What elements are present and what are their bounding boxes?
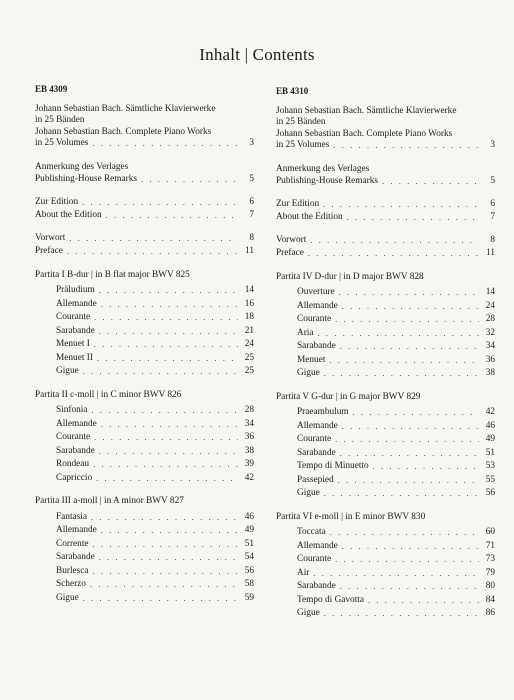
page-number: 11 [245, 245, 254, 256]
movement-entry-label: Sarabande [297, 581, 336, 592]
page-number: 18 [244, 312, 254, 323]
movement-entry [276, 475, 495, 487]
dot-leader [92, 405, 238, 417]
dot-leader [101, 525, 238, 537]
movement-entry-label: Ouverture [297, 287, 335, 298]
page-number: 84 [485, 594, 495, 605]
movement-entry [276, 527, 495, 539]
movement-entry-label: Courante [56, 432, 91, 443]
movement-entry [35, 339, 254, 351]
dot-leader [90, 579, 238, 591]
page-number: 8 [490, 235, 495, 246]
page-number: 58 [244, 579, 254, 590]
partita-section [35, 270, 254, 378]
page-number: 21 [244, 325, 254, 336]
page-number: 6 [490, 199, 495, 210]
movement-entry-label: Allemande [56, 525, 97, 536]
movement-entry-label: Toccata [297, 527, 326, 538]
dot-leader [329, 355, 479, 367]
toc-entry-label: Vorwort [35, 233, 66, 244]
foreword [35, 233, 254, 257]
dot-leader [342, 541, 479, 553]
movement-entry [276, 595, 495, 607]
page-number: 42 [485, 407, 495, 418]
movement-entry-label: Gigue [297, 608, 320, 619]
dot-leader [101, 419, 238, 431]
movement-entry [276, 554, 495, 566]
foreword [276, 235, 495, 259]
page-number: 46 [244, 511, 254, 522]
movement-entry [35, 566, 254, 578]
page-number: 6 [249, 197, 254, 208]
series-title-de: Johann Sebastian Bach. Sämtliche Klavierwerke [35, 103, 216, 114]
page-number: 14 [485, 287, 495, 298]
publisher-remarks-de: Anmerkung des Verlages [276, 163, 370, 174]
series-title-en: Johann Sebastian Bach. Complete Piano Works [35, 126, 212, 137]
movement-entry [35, 525, 254, 537]
dot-leader [141, 174, 238, 186]
page-number: 55 [485, 474, 495, 485]
dot-leader [99, 552, 238, 564]
dot-leader [93, 459, 238, 471]
page-number: 32 [485, 327, 495, 338]
page-number: 53 [485, 461, 495, 472]
dot-leader [93, 539, 238, 551]
movement-entry [35, 473, 254, 485]
movement-entry [276, 568, 495, 580]
movement-entry [276, 581, 495, 593]
dot-leader [338, 475, 479, 487]
movement-entry [276, 328, 495, 340]
movement-entry-label: Sarabande [56, 552, 95, 563]
page-number: 5 [249, 173, 254, 184]
toc-entry-label: About the Edition [35, 209, 102, 220]
movement-entry [276, 368, 495, 380]
dot-leader [96, 473, 238, 485]
partita-section [276, 512, 495, 620]
dot-leader [99, 285, 238, 297]
dot-leader [373, 461, 479, 473]
toc-entry-label: Zur Edition [276, 199, 320, 210]
edition-number: EB 4309 [35, 84, 68, 94]
series-volumes-de: in 25 Bänden [276, 117, 326, 128]
movement-entry-label: Tempo di Gavotta [297, 594, 364, 605]
dot-leader [106, 210, 238, 222]
toc-entry [35, 197, 254, 209]
dot-leader [347, 212, 479, 224]
dot-leader [335, 434, 479, 446]
movement-entry-label: Sarabande [56, 325, 95, 336]
movement-entry [35, 593, 254, 605]
movement-entry [276, 355, 495, 367]
dot-leader [324, 608, 479, 620]
dot-leader [99, 446, 238, 458]
publisher-remarks [276, 164, 495, 187]
publisher-remarks-en [35, 174, 254, 186]
movement-entry [276, 407, 495, 419]
toc-entry [276, 235, 495, 247]
movement-entry [35, 326, 254, 338]
dot-leader [339, 287, 479, 299]
page-number: 56 [485, 488, 495, 499]
page-number: 3 [249, 138, 254, 149]
dot-leader [368, 595, 479, 607]
contents-column-left [35, 84, 254, 606]
partita-title: Partita IV D-dur | in D major BWV 828 [276, 271, 424, 282]
movement-entry [276, 301, 495, 313]
page-number: 49 [244, 525, 254, 536]
page-number: 42 [244, 472, 254, 483]
movement-entry-label: Courante [297, 434, 332, 445]
page-number: 56 [244, 565, 254, 576]
dot-leader [330, 527, 479, 539]
movement-entry [35, 353, 254, 365]
page-number: 51 [244, 538, 254, 549]
movement-entry-label: Sarabande [56, 445, 95, 456]
page-number: 34 [485, 341, 495, 352]
page-number: 51 [485, 447, 495, 458]
movement-entry-label: Fantasia [56, 511, 87, 522]
partita-section [276, 272, 495, 380]
publisher-remarks-en [276, 176, 495, 188]
edition-number: EB 4310 [276, 86, 309, 96]
page-number: 36 [244, 432, 254, 443]
page-number: 54 [244, 552, 254, 563]
publisher-remarks-en-label: Publishing-House Remarks [35, 173, 138, 184]
movement-entry [35, 312, 254, 324]
movement-entry-label: Präludium [56, 285, 95, 296]
dot-leader [82, 197, 238, 209]
dot-leader [340, 341, 479, 353]
partita-title: Partita V G-dur | in G major BWV 829 [276, 391, 421, 402]
page-number: 28 [244, 405, 254, 416]
page-number: 3 [490, 140, 495, 151]
partita-title: Partita VI e-moll | in E minor BWV 830 [276, 511, 426, 522]
dot-leader [342, 301, 479, 313]
movement-entry [276, 541, 495, 553]
toc-entry [35, 246, 254, 258]
toc-entry-label: About the Edition [276, 211, 343, 222]
toc-entry [276, 248, 495, 260]
toc-entry [276, 212, 495, 224]
movement-entry [35, 366, 254, 378]
movement-entry-label: Capriccio [56, 472, 93, 483]
movement-entry-label: Courante [297, 314, 332, 325]
movement-entry-label: Rondeau [56, 459, 90, 470]
series-volumes-en [276, 140, 495, 152]
partita-section [35, 496, 254, 604]
movement-entry-label: Sinfonia [56, 405, 88, 416]
dot-leader [340, 581, 479, 593]
dot-leader [318, 328, 479, 340]
dot-leader [353, 407, 479, 419]
dot-leader [310, 235, 479, 247]
dot-leader [91, 512, 238, 524]
series-volumes-en [35, 138, 254, 150]
page-number: 59 [244, 592, 254, 603]
dot-leader [94, 339, 238, 351]
series-volumes-en-label: in 25 Volumes [35, 138, 89, 149]
page-number: 38 [485, 368, 495, 379]
page-number: 49 [485, 434, 495, 445]
page-number: 28 [485, 314, 495, 325]
movement-entry-label: Passepied [297, 474, 334, 485]
toc-entry-label: Preface [276, 247, 304, 258]
dot-leader [342, 421, 479, 433]
movement-entry [35, 552, 254, 564]
movement-entry-label: Tempo di Minuetto [297, 461, 369, 472]
dot-leader [313, 568, 479, 580]
page-number: 25 [244, 352, 254, 363]
edition-notes [276, 199, 495, 223]
publisher-remarks-de: Anmerkung des Verlages [35, 161, 129, 172]
movement-entry [276, 488, 495, 500]
movement-entry-label: Menuet I [56, 339, 90, 350]
page-number: 86 [485, 608, 495, 619]
publisher-remarks [35, 162, 254, 185]
page-number: 73 [485, 554, 495, 565]
dot-leader [67, 246, 238, 258]
movement-entry-label: Praeambulum [297, 407, 349, 418]
movement-entry-label: Gigue [297, 368, 320, 379]
movement-entry [276, 314, 495, 326]
movement-entry [35, 285, 254, 297]
page-number: 24 [244, 339, 254, 350]
movement-entry-label: Allemande [56, 298, 97, 309]
partita-section [276, 392, 495, 500]
series-title-en: Johann Sebastian Bach. Complete Piano Works [276, 128, 453, 139]
dot-leader [324, 488, 479, 500]
toc-entry [276, 199, 495, 211]
page-number: 38 [244, 445, 254, 456]
toc-entry [35, 233, 254, 245]
page-number: 7 [249, 209, 254, 220]
movement-entry-label: Sarabande [297, 447, 336, 458]
page-number: 46 [485, 420, 495, 431]
toc-entry-label: Zur Edition [35, 197, 79, 208]
dot-leader [324, 368, 479, 380]
page-number: 24 [485, 300, 495, 311]
series-volumes-en-label: in 25 Volumes [276, 140, 330, 151]
movement-entry [35, 512, 254, 524]
partita-title: Partita III a-moll | in A minor BWV 827 [35, 496, 184, 507]
series-intro [276, 106, 495, 152]
movement-entry [276, 341, 495, 353]
partita-title: Partita I B-dur | in B flat major BWV 825 [35, 269, 190, 280]
page-number: 34 [244, 418, 254, 429]
page-title: Inhalt | Contents [199, 45, 315, 64]
dot-leader [323, 199, 479, 211]
page-number: 5 [490, 175, 495, 186]
page-number: 8 [249, 233, 254, 244]
movement-entry [35, 579, 254, 591]
movement-entry [276, 448, 495, 460]
dot-leader [92, 138, 238, 150]
page-number: 80 [485, 581, 495, 592]
movement-entry [276, 608, 495, 620]
publisher-remarks-en-label: Publishing-House Remarks [276, 175, 379, 186]
toc-entry-label: Vorwort [276, 235, 307, 246]
edition-notes [35, 197, 254, 221]
movement-entry-label: Burlesca [56, 565, 89, 576]
movement-entry [276, 287, 495, 299]
movement-entry-label: Sarabande [297, 341, 336, 352]
movement-entry-label: Courante [297, 554, 332, 565]
series-volumes-de: in 25 Bänden [35, 115, 85, 126]
page-number: 11 [486, 247, 495, 258]
movement-entry [35, 299, 254, 311]
toc-entry [35, 210, 254, 222]
dot-leader [382, 176, 479, 188]
partita-title: Partita II c-moll | in C minor BWV 826 [35, 389, 182, 400]
dot-leader [99, 326, 238, 338]
movement-entry [35, 405, 254, 417]
dot-leader [335, 314, 479, 326]
movement-entry-label: Scherzo [56, 579, 86, 590]
movement-entry-label: Allemande [297, 300, 338, 311]
movement-entry-label: Allemande [297, 420, 338, 431]
page-number: 7 [490, 211, 495, 222]
dot-leader [94, 432, 238, 444]
movement-entry-label: Gigue [56, 366, 79, 377]
page-number: 16 [244, 298, 254, 309]
dot-leader [93, 566, 238, 578]
movement-entry [35, 539, 254, 551]
movement-entry-label: Gigue [297, 488, 320, 499]
series-title-de: Johann Sebastian Bach. Sämtliche Klavierwerke [276, 105, 457, 116]
partita-section [35, 390, 254, 485]
contents-column-right [276, 86, 495, 622]
movement-entry [276, 461, 495, 473]
movement-entry [276, 421, 495, 433]
page-number: 60 [485, 527, 495, 538]
dot-leader [83, 593, 238, 605]
movement-entry-label: Gigue [56, 592, 79, 603]
toc-entry-label: Preface [35, 245, 63, 256]
dot-leader [94, 312, 238, 324]
movement-entry [35, 432, 254, 444]
movement-entry-label: Courante [56, 312, 91, 323]
series-intro [35, 104, 254, 150]
dot-leader [340, 448, 479, 460]
dot-leader [101, 299, 238, 311]
movement-entry-label: Allemande [56, 418, 97, 429]
page-number: 79 [485, 567, 495, 578]
page-number: 36 [485, 354, 495, 365]
page-number: 14 [244, 285, 254, 296]
page-number: 39 [244, 459, 254, 470]
dot-leader [69, 233, 238, 245]
movement-entry-label: Menuet II [56, 352, 93, 363]
dot-leader [308, 248, 479, 260]
dot-leader [97, 353, 238, 365]
movement-entry-label: Allemande [297, 540, 338, 551]
page-number: 25 [244, 366, 254, 377]
page-number: 71 [485, 540, 495, 551]
dot-leader [335, 554, 479, 566]
dot-leader [333, 140, 479, 152]
movement-entry [35, 419, 254, 431]
movement-entry-label: Air [297, 567, 310, 578]
movement-entry-label: Corrente [56, 538, 89, 549]
movement-entry [35, 459, 254, 471]
movement-entry-label: Menuet [297, 354, 326, 365]
movement-entry-label: Aria [297, 327, 314, 338]
dot-leader [83, 366, 238, 378]
movement-entry [35, 446, 254, 458]
movement-entry [276, 434, 495, 446]
